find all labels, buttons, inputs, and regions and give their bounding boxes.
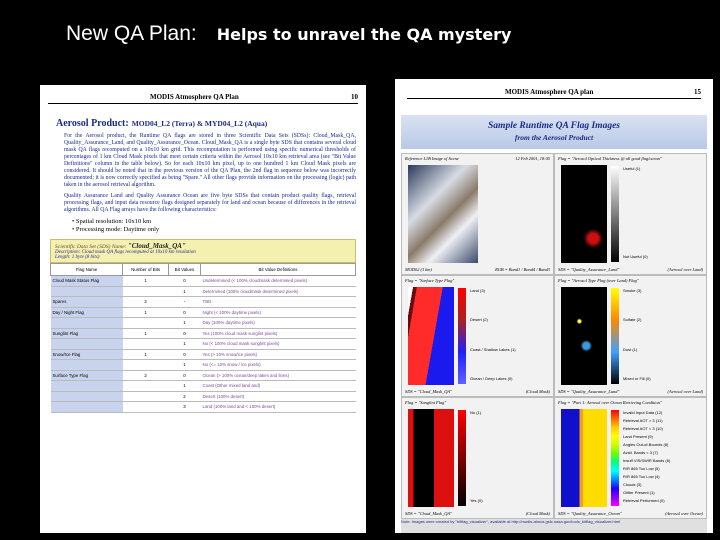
- table-cell: 1: [168, 360, 200, 371]
- table-cell: [51, 360, 123, 371]
- table-cell: Determined (100% cloudmask determined pixels): [201, 286, 356, 297]
- table-cell: No (<= 10% snow / ice pixels): [201, 360, 356, 371]
- table-cell: [51, 381, 123, 392]
- banner-subtitle: from the Aerosol Product: [514, 133, 594, 142]
- table-cell: [123, 360, 169, 371]
- table-row: [51, 318, 356, 329]
- table-cell: Snow/Ice Flag: [51, 349, 123, 360]
- panel-footer-right: (Aerosol over Land): [667, 267, 703, 272]
- satellite-image: [408, 165, 478, 263]
- table-cell: 0: [168, 276, 200, 287]
- panel-caption: Flag = "Sunglint Flag": [405, 400, 447, 405]
- legend-label: Dust (1): [623, 346, 638, 352]
- table-row: [51, 370, 356, 381]
- table-body: [51, 276, 356, 413]
- bullet-item: • Spatial resolution: 10x10 km: [72, 218, 152, 225]
- table-cell: Spares: [51, 297, 123, 308]
- table-cell: 1: [168, 381, 200, 392]
- table-cell: Night (< 100% daytime pixels): [201, 307, 356, 318]
- paragraph-intro: For the Aerosol product, the Runtime QA flags are stored in three Scientific Data Sets (SDSs): Cloud_Mask_QA, Quality_Assurance_Land, and Quality_Assurance_Ocean. Cloud_Mask_QA is a single byte SDS that contains several cloud mask QA flags recomputed on a 10x10 km grid. This recomputation is performed using specific numerical thresholds of percentages of 1 km Cloud Mask pixels that meet certain criteria within the Aerosol 10x10 km retrieval area (see "Bit Value Definitions" column in the table below). So for each 10x10 km pixel, up to one hundred 1 km Cloud Mask pixels are considered. It should be noted that in the previous version of the QA Plan, the 2nd flag in sequence below was incorrectly documented; it is now correctly specified as being "Spare." All other flags provide information on the processing (logic) path taken in the aerosol retrieval algorithm.: [64, 133, 356, 188]
- header-rule: [48, 103, 358, 104]
- panel-caption: Flag = "Part 1: Aerosol over Ocean Retrieving Condition": [558, 400, 662, 405]
- slide-subtitle: Helps to unravel the QA mystery: [216, 25, 512, 44]
- table-cell: Sunglint Flag: [51, 328, 123, 339]
- sds-label: Scientific Data Set (SDS) Name:: [55, 244, 127, 250]
- bullet-text: Processing mode: Daytime only: [75, 226, 160, 233]
- panel-caption: Flag = "Aerosol Type Flag (over Land) Flag": [558, 278, 639, 283]
- legend-label: Clouds (3): [623, 482, 642, 487]
- page-header: [40, 93, 366, 101]
- panel-caption: Reference L1B Image of Scene: [405, 156, 459, 161]
- legend-label: Insuff VIS/SWIR Bands (6): [623, 458, 671, 463]
- table-cell: TBD: [201, 297, 356, 308]
- flag-image-grid: [401, 153, 707, 533]
- panel-footer-left: MOD02 (3 km): [405, 267, 432, 272]
- table-cell: [51, 391, 123, 402]
- table-cell: 1: [123, 276, 169, 287]
- table-cell: [51, 339, 123, 350]
- page-header: [395, 88, 713, 96]
- panel-footer-left: SDS = "Quality_Assurance_Land": [558, 267, 620, 272]
- panel-footer-left: SDS = "Quality_Assurance_Land": [558, 389, 620, 394]
- legend-color-bar: [611, 288, 619, 384]
- legend-label: Ocean / Deep Lakes (0): [470, 376, 513, 381]
- page-number: 10: [351, 93, 358, 101]
- panel-date: 12 Feb 2001, 18:05: [515, 156, 550, 161]
- legend-label: R/R 865 Too Low (5): [623, 466, 660, 471]
- bullet-item: • Processing mode: Daytime only: [72, 226, 160, 233]
- legend-label: Glitter Present (1): [623, 490, 655, 495]
- page-number: 15: [694, 88, 701, 96]
- legend-label: Angles Out-of-Bounds (8): [623, 442, 669, 447]
- column-header: Flag Name: [51, 264, 123, 276]
- flag-image: [561, 165, 607, 263]
- table-cell: [123, 318, 169, 329]
- table-cell: [123, 402, 169, 413]
- document-frame: [6, 72, 712, 538]
- sds-length: Length: 1 byte (8 bits): [55, 255, 100, 260]
- legend-color-bar: [458, 288, 466, 384]
- legend-label: Mixed or Fill (0): [623, 376, 651, 381]
- sds-description: Description: Cloud mask QA flags recomputed at 10x10 km resolution: [55, 250, 196, 255]
- table-row: [51, 402, 356, 413]
- table-cell: Land (100% land and < 100% desert): [201, 402, 356, 413]
- qa-plan-page-15: [395, 79, 713, 533]
- flag-image: [408, 409, 454, 507]
- table-cell: [123, 286, 169, 297]
- table-row: [51, 339, 356, 350]
- table-cell: 1: [123, 307, 169, 318]
- table-row: [51, 297, 356, 308]
- legend-color-bar: [611, 166, 619, 262]
- table-cell: 1: [168, 286, 200, 297]
- panel-footer-right: (Aerosol over Ocean): [665, 511, 703, 516]
- product-title: Aerosol Product:: [56, 118, 129, 129]
- panel-footer-right: (Cloud Mask): [525, 511, 550, 516]
- table-row: [51, 349, 356, 360]
- flag-image-panel: [401, 397, 554, 519]
- table-row: [51, 360, 356, 371]
- qa-plan-page-10: [40, 85, 366, 533]
- flag-image: [408, 287, 454, 385]
- table-header-row: [51, 264, 356, 276]
- legend-label: Land (3): [470, 288, 485, 293]
- panel-footer-left: SDS = "Quality_Assurance_Ocean": [558, 511, 622, 516]
- flag-image-panel: [401, 275, 554, 397]
- table-cell: Day / Night Flag: [51, 307, 123, 318]
- table-cell: 0: [168, 307, 200, 318]
- table-row: [51, 328, 356, 339]
- table-cell: 1: [168, 339, 200, 350]
- qa-flag-table: [50, 263, 356, 413]
- table-cell: Day (100% daytime pixels): [201, 318, 356, 329]
- product-heading: [56, 118, 358, 129]
- table-cell: 2: [123, 297, 169, 308]
- flag-image-panel: [554, 153, 707, 275]
- paragraph-quality: Quality Assurance Land and Quality Assurance Ocean are five byte SDSs that contain product quality flags, retrieval processing flags, and input data resource flags designed separately for land and ocean because of differences in the retrieval algorithms. All QA Flag arrays have the following characteristics:: [64, 193, 356, 213]
- table-row: [51, 307, 356, 318]
- table-cell: 1: [123, 349, 169, 360]
- column-header: Bit Value Definitions: [201, 264, 356, 276]
- flag-image-panel: [554, 397, 707, 519]
- table-cell: [51, 402, 123, 413]
- page-header-title: MODIS Atmosphere QA Plan: [150, 93, 239, 101]
- legend-label: Useful (1): [623, 166, 641, 171]
- sds-name-line: [55, 242, 351, 250]
- footnote: Note: Images were created by "bitflag_visualizer", available at http://modis-atmos.gsfc.nasa.gov/tools_bitflag_visualizer.html: [401, 519, 620, 524]
- legend-color-bar: [458, 410, 466, 506]
- flag-image-panel: [401, 153, 554, 275]
- column-header: Number of Bits: [123, 264, 169, 276]
- panel-footer-right: (Aerosol over Land): [667, 389, 703, 394]
- legend-color-bar: [611, 410, 619, 506]
- table-cell: -: [168, 297, 200, 308]
- table-cell: 3: [168, 402, 200, 413]
- column-header: Bit Values: [168, 264, 200, 276]
- table-row: [51, 286, 356, 297]
- sds-info-box: [50, 239, 356, 263]
- table-cell: 0: [168, 328, 200, 339]
- legend-label: Retrieval AOT > 3 (11): [623, 418, 663, 423]
- panel-footer-right: (Cloud Mask): [525, 389, 550, 394]
- table-cell: Yes (100% cloud mask sunglint pixels): [201, 328, 356, 339]
- legend-label: No (1): [470, 410, 482, 415]
- table-cell: [123, 381, 169, 392]
- panel-footer-left: SDS = "Cloud_Mask_QA": [405, 389, 452, 394]
- table-cell: 2: [168, 391, 200, 402]
- table-cell: 1: [168, 318, 200, 329]
- bullet-text: Spatial resolution: 10x10 km: [75, 218, 152, 225]
- page-header-title: MODIS Atmosphere QA plan: [505, 88, 594, 96]
- legend-label: Sulfate (2): [623, 317, 642, 323]
- panel-caption: Flag = "Surface Type Flag": [405, 278, 455, 283]
- panel-footer-right: RGB = Band1 / Band4 / Band3: [495, 267, 550, 272]
- legend-label: Coast / Shallow Lakes (1): [470, 346, 516, 352]
- legend-label: Not Useful (0): [623, 254, 648, 259]
- table-cell: Undetermined (< 100% cloudmask determined pixels): [201, 276, 356, 287]
- slide-title: [66, 22, 511, 46]
- panel-footer-left: SDS = "Cloud_Mask_QA": [405, 511, 452, 516]
- table-row: [51, 391, 356, 402]
- table-cell: 0: [168, 370, 200, 381]
- table-cell: [123, 391, 169, 402]
- sample-images-banner: [401, 115, 707, 149]
- legend-label: Avail. Bands < 3 (7): [623, 450, 658, 455]
- slide-title-main: New QA Plan:: [66, 22, 197, 45]
- legend-label: Yes (0): [470, 498, 483, 503]
- table-cell: [123, 339, 169, 350]
- flag-image-panel: [554, 275, 707, 397]
- product-names: MOD04_L2 (Terra) & MYD04_L2 (Aqua): [131, 119, 268, 128]
- legend-label: Invalid Input Data (12): [623, 410, 663, 415]
- table-cell: 2: [123, 370, 169, 381]
- table-row: [51, 381, 356, 392]
- sds-name: "Cloud_Mask_QA": [127, 242, 186, 250]
- flag-image: [561, 409, 607, 507]
- panel-caption: Flag = "Aerosol Optical Thickness @ all good flag/ocean": [558, 156, 662, 161]
- table-cell: No (< 100% cloud mask sunglint pixels): [201, 339, 356, 350]
- table-cell: 0: [168, 349, 200, 360]
- table-cell: Cloud Mask Status Flag: [51, 276, 123, 287]
- table-cell: [51, 286, 123, 297]
- flag-image: [561, 287, 607, 385]
- table-cell: Surface Type Flag: [51, 370, 123, 381]
- banner-title: Sample Runtime QA Flag Images: [488, 121, 620, 131]
- legend-label: Desert (2): [470, 317, 488, 323]
- legend-label: R/R 865 Too Low (4): [623, 474, 660, 479]
- table-cell: Coast (Other mixed land and): [201, 381, 356, 392]
- table-cell: Ocean (> 100% ocean/deep lakes and lines): [201, 370, 356, 381]
- legend-label: Retrieval Performed (0): [623, 498, 665, 503]
- table-cell: [51, 318, 123, 329]
- legend-label: Smoke (3): [623, 288, 642, 293]
- table-cell: Yes (> 10% snow/ice pixels): [201, 349, 356, 360]
- legend-label: Retrieval AOT < 3 (10): [623, 426, 663, 431]
- table-row: [51, 276, 356, 287]
- table-cell: 1: [123, 328, 169, 339]
- legend-label: Land Present (9): [623, 434, 653, 439]
- header-rule: [407, 98, 701, 99]
- table-cell: Desert (100% desert): [201, 391, 356, 402]
